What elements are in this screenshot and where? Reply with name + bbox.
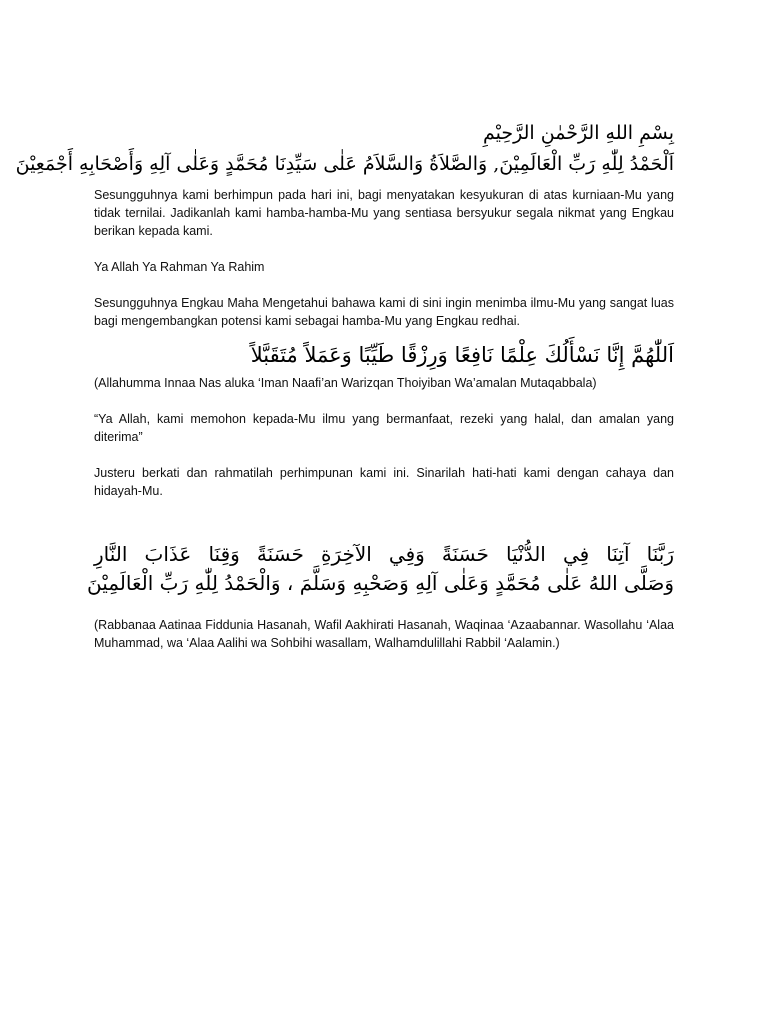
paragraph-invocation: Ya Allah Ya Rahman Ya Rahim (94, 260, 265, 274)
arabic-doa-closing-line-2: وَصَلَّى اللهُ عَلٰى مُحَمَّدٍ وَعَلٰى آلِهِ وَصَحْبِهِ وَسَلَّمَ ، وَالْحَمْدُ لِلّٰهِ رَبِّ الْعَالَمِيْنَ (86, 571, 674, 595)
paragraph-blessing: Justeru berkati dan rahmatilah perhimpunan kami ini. Sinarilah hati-hati kami dengan cahaya dan hidayah-Mu. (94, 466, 674, 498)
translation-doa-knowledge: “Ya Allah, kami memohon kepada-Mu ilmu yang bermanfaat, rezeki yang halal, dan amalan yang diterima” (94, 412, 674, 444)
arabic-basmala: بِسْمِ اللهِ الرَّحْمٰنِ الرَّحِيْمِ (483, 122, 674, 144)
document-page (15, 118, 674, 652)
arabic-hamd-salawat: اَلْحَمْدُ لِلّٰهِ رَبِّ الْعَالَمِيْنَ, وَالصَّلاَةُ وَالسَّلاَمُ عَلٰى سَيِّدِنَا مُحَمَّدٍ وَعَلٰى آلِهِ وَأَصْحَابِهِ أَجْمَعِيْنَ (15, 153, 674, 175)
arabic-doa-closing-line-1: رَبَّنَا آتِنَا فِي الدُّنْيَا حَسَنَةً وَفِي الآخِرَةِ حَسَنَةً وَقِنَا عَذَابَ النَّارِ (94, 542, 674, 566)
paragraph-gratitude: Sesungguhnya kami berhimpun pada hari ini, bagi menyatakan kesyukuran di atas kurniaan-Mu yang tidak ternilai. Jadikanlah kami hamba-hamba-Mu yang sentiasa bersyukur segala nikmat yang Engkau berikan kepada kami. (94, 188, 674, 238)
arabic-doa-knowledge: اَللّٰهُمَّ إِنَّا نَسْأَلُكَ عِلْمًا نَافِعًا وَرِزْقًا طَيِّبًا وَعَمَلاً مُتَقَبَّلاً (250, 343, 674, 367)
paragraph-knowledge: Sesungguhnya Engkau Maha Mengetahui bahawa kami di sini ingin menimba ilmu-Mu yang sangat luas bagi mengembangkan potensi kami sebagai hamba-Mu yang Engkau redhai. (94, 296, 674, 328)
transliteration-doa-knowledge: (Allahumma Innaa Nas aluka ‘Iman Naafi’an Warizqan Thoiyiban Wa’amalan Mutaqabbala) (94, 376, 597, 390)
transliteration-doa-closing: (Rabbanaa Aatinaa Fiddunia Hasanah, Wafil Aakhirati Hasanah, Waqinaa ‘Azaabannar. Wasollahu ‘Alaa Muhammad, wa ‘Alaa Aalihi wa Sohbihi wasallam, Walhamdulillahi Rabbil ‘Aalamin.) (94, 618, 674, 650)
